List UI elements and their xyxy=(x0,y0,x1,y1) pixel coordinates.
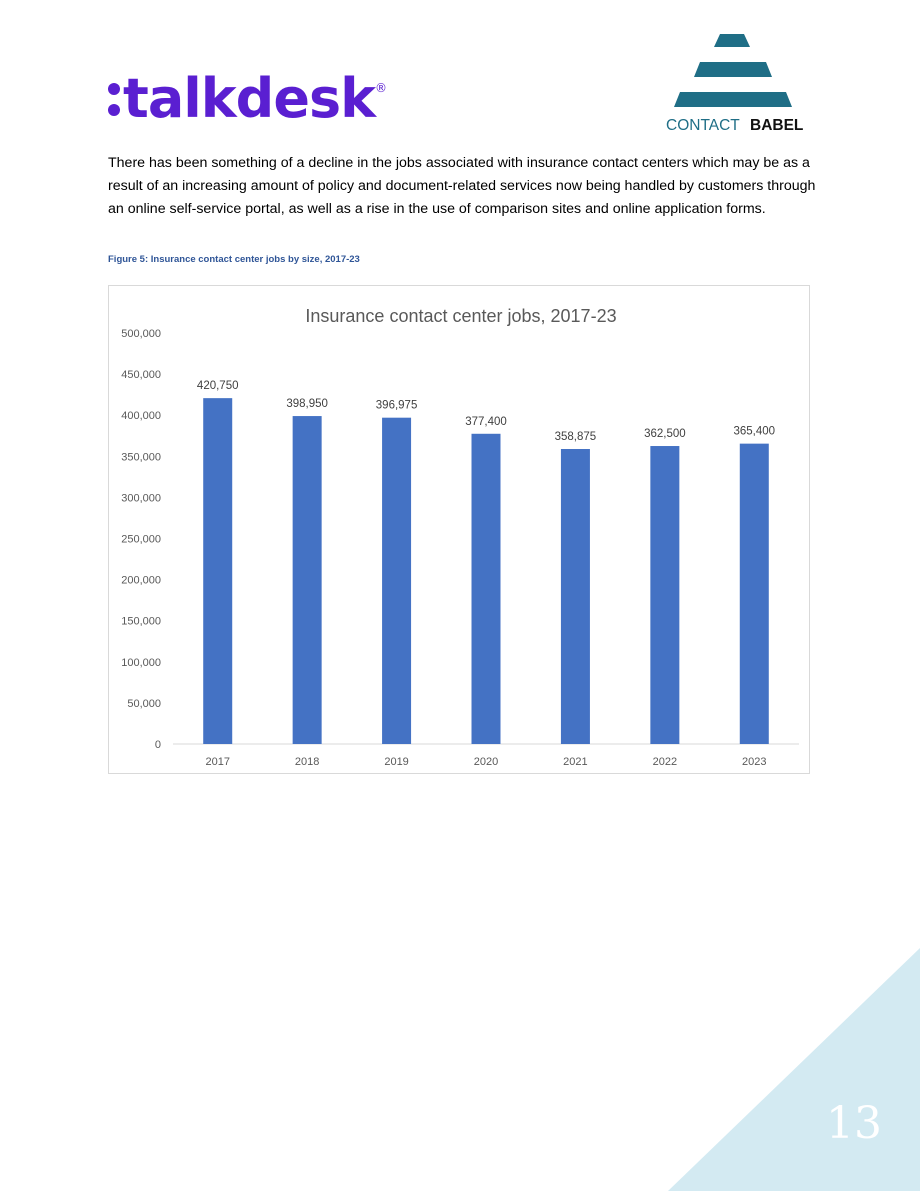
x-axis xyxy=(205,756,766,768)
chart-title: Insurance contact center jobs, 2017-23 xyxy=(305,306,617,326)
y-tick-label: 500,000 xyxy=(121,328,161,340)
bar-2019 xyxy=(382,418,411,744)
y-tick-label: 100,000 xyxy=(121,656,161,669)
bar-2021 xyxy=(561,449,590,744)
figure-caption: Figure 5: Insurance contact center jobs by size, 2017-23 xyxy=(108,254,360,265)
x-tick-label: 2019 xyxy=(384,756,409,768)
y-axis xyxy=(121,328,161,751)
x-tick-label: 2021 xyxy=(563,756,588,768)
corner-triangle-decoration xyxy=(668,948,920,1191)
talkdesk-logo xyxy=(107,62,397,126)
data-label-2020: 377,400 xyxy=(465,415,507,428)
y-tick-label: 450,000 xyxy=(121,369,161,382)
talkdesk-wordmark: talkdesk xyxy=(123,67,376,126)
y-tick-label: 50,000 xyxy=(127,697,161,710)
x-tick-label: 2018 xyxy=(294,756,320,768)
bar-2022 xyxy=(650,446,679,744)
x-tick-label: 2017 xyxy=(205,756,230,768)
bar-2017 xyxy=(203,398,232,744)
data-label-2018: 398,950 xyxy=(286,398,328,411)
y-tick-label: 150,000 xyxy=(121,615,161,628)
contactbabel-logo xyxy=(664,30,810,138)
bar-chart xyxy=(109,286,809,773)
y-tick-label: 350,000 xyxy=(121,451,161,464)
data-label-2022: 362,500 xyxy=(644,428,686,441)
data-label-2023: 365,400 xyxy=(733,425,776,438)
bar-2018 xyxy=(293,416,322,744)
pyramid-bottom-bar xyxy=(674,92,792,107)
bar-chart-container xyxy=(108,285,810,774)
intro-paragraph: There has been something of a decline in the jobs associated with insurance contact centers which may be as a result of an increasing amount of policy and document-related services now being handled by customers through an online self-service portal, as well as a rise in the use of comparison sites and online application forms. xyxy=(108,155,816,217)
bars-group xyxy=(197,380,775,744)
contact-word: CONTACT xyxy=(666,117,740,134)
bar-2023 xyxy=(740,444,769,744)
pyramid-middle-bar xyxy=(694,62,772,77)
talkdesk-colon-mark xyxy=(108,83,120,116)
x-tick-label: 2020 xyxy=(473,756,499,768)
y-tick-label: 200,000 xyxy=(121,574,161,587)
registered-mark: ® xyxy=(375,81,387,95)
bar-2020 xyxy=(472,434,501,744)
x-tick-label: 2022 xyxy=(652,756,678,768)
y-tick-label: 300,000 xyxy=(121,492,161,505)
data-label-2021: 358,875 xyxy=(554,431,597,444)
pyramid-top-bar xyxy=(714,34,750,47)
babel-word: BABEL xyxy=(750,117,804,134)
x-tick-label: 2023 xyxy=(742,756,767,768)
y-tick-label: 400,000 xyxy=(121,410,161,423)
y-tick-label: 0 xyxy=(154,739,161,751)
data-label-2019: 396,975 xyxy=(375,399,418,412)
data-label-2017: 420,750 xyxy=(196,380,239,393)
y-tick-label: 250,000 xyxy=(121,533,161,546)
page-number: 13 xyxy=(826,1098,882,1149)
